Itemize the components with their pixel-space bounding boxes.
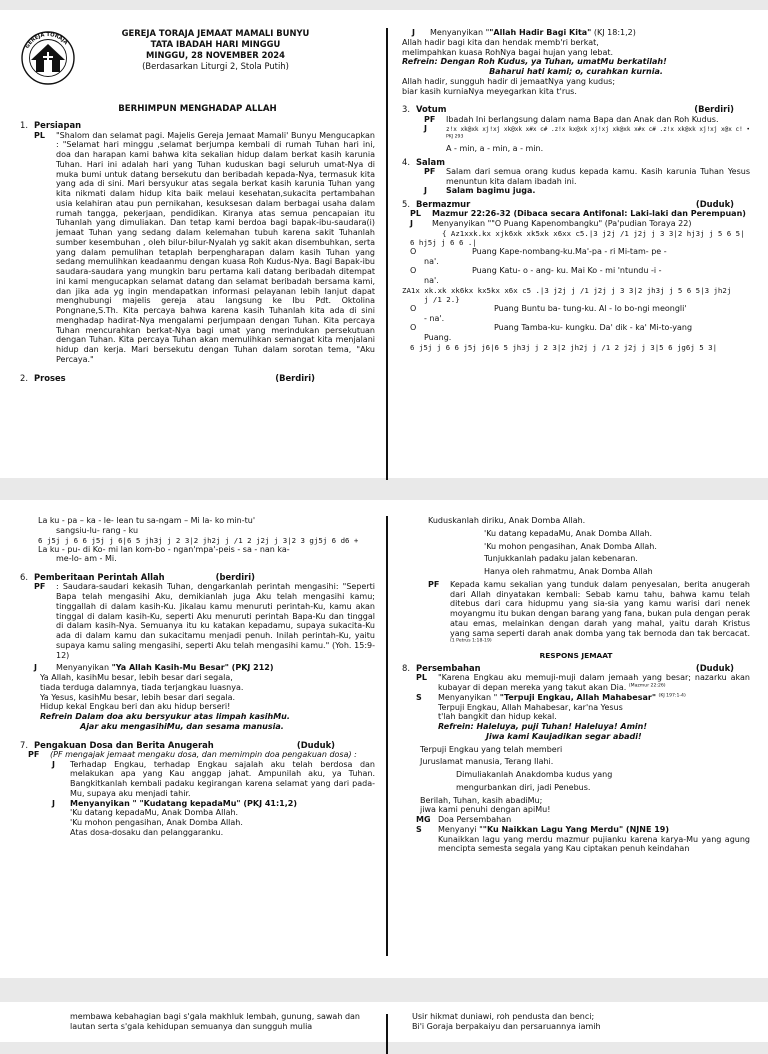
- item-6-heading: [20, 572, 375, 582]
- lyric-line: 'Ku datang kepadaMu, Anak Domba Allah.: [484, 528, 653, 538]
- item-number: 4.: [402, 156, 410, 167]
- lyric-line: Terpuji Engkau, Allah Mahabesar, kar'na Yesus: [438, 702, 623, 712]
- lyric-line: Kuduskanlah diriku, Anak Domba Allah.: [428, 516, 586, 525]
- salam-response: Salam bagimu juga.: [446, 186, 536, 196]
- lyric-line: Bi'i Goraja berpakaiyu dan persaruannya iamih: [412, 1021, 601, 1031]
- item-title: Persembahan: [416, 663, 481, 674]
- item-title: Proses: [34, 372, 66, 383]
- item-4-heading: [402, 157, 750, 167]
- persembahan-pl: [402, 673, 750, 693]
- lyric-line: Dimuliakanlah Anakdomba kudus yang: [456, 770, 613, 780]
- lyric-line: Ya Yesus, kasihMu besar, lebih besar dari segala.: [40, 692, 236, 702]
- service-date: MINGGU, 28 NOVEMBER 2024: [146, 49, 285, 60]
- lyric-line: Puang Katu- o - ang- ku. Mai Ko - mi 'ntundu -i -: [472, 266, 662, 276]
- role-label: PL: [416, 673, 427, 683]
- song-title: "Ku Naikkan Lagu Yang Merdu" (NJNE 19): [482, 824, 669, 834]
- votum-text: Ibadah Ini berlangsung dalam nama Bapa dan Anak dan Roh Kudus.: [446, 114, 719, 124]
- perintah-pf: [20, 582, 375, 660]
- posture-tag: (Duduk): [695, 663, 734, 674]
- posture-tag: (Berdiri): [694, 104, 734, 115]
- role-label: J: [412, 28, 415, 37]
- page-2-right-column: [402, 500, 750, 978]
- item-number: 7.: [20, 739, 28, 750]
- song-title: "Terpuji Engkau, Allah Mahabesar": [499, 692, 656, 702]
- service-title: TATA IBADAH HARI MINGGU: [150, 38, 281, 49]
- page-1: [0, 10, 768, 478]
- lyric-line: membawa kebahagian bagi s'gala makhluk lembah, gunung, sawah dan lautan serta s'gala kehidupan semuanya dan sungguh mulia: [70, 1012, 360, 1031]
- offering-verse: "Karena Engkau aku memuji-muji dalam jemaah yang besar; nazarku akan kubayar di depan mereka yang takut akan Dia.: [438, 673, 750, 693]
- perintah-j: [20, 663, 375, 673]
- posture-tag: (Duduk): [695, 199, 734, 209]
- refrain-line: Refrein: Haleluya, puji Tuhan! Haleluya! Amin!: [438, 722, 647, 732]
- persiapan-block: [20, 131, 375, 365]
- music-notation: z!x xk@xk xj!xj xk@xk x#x c# .z!x kx@xk xj!xj xk@xk x#x c# .z!x xk@xk xj!xj x@x c! •: [446, 126, 750, 134]
- salam-pf: [402, 167, 750, 187]
- item-7-heading: [20, 740, 375, 750]
- church-name: GEREJA TORAJA JEMAAT MAMALI BUNYU: [121, 28, 310, 38]
- bermazmur-pl: [402, 209, 750, 219]
- lyric-line: Juruslamat manusia, Terang Ilahi.: [420, 757, 554, 767]
- persiapan-text: "Shalom dan selamat pagi. Majelis Gereja Jemaat Mamali' Bunyu Mengucapkan : "Selamat hari minggu ,selamat berjumpa kembali di rumah Tuhan hari ini, doa dan harapan kami bahwa kita sekalian hidup dalam berkat kasih karunia Tuhan. Hari ini adalah hari yang Tuhan kuduskan bagi seluruh umat-Nya di muka bumi untuk datang bersekutu dan beribadah kepada-Nya, termasuk kita yang ada di sini. Mari bersyukur atas segala berkat kasih karunia Tuhan yang kita nikmati dalam hidup kita baik melaui kesehatan,sukacita pertambahan usia kelahiran atau pun pernikahan, kesuksesan dalam berbagai usaha dalam rumah tangga, pekerjaan, pendidikan. Kiranya atas semua pencapaian itu Tuhanlah yang dimuliakan. Dan tetap kami berdoa bagi bapak-ibu-saudara(i) jemaat Tuhan yang sedang dalam kelemahan tubuh karena sakit Tuhanlah sumber kesembuhan , oleh bilur-bilur-Nyalah yg sakit akan disembuhkan, serta yang dalam pemulihan tetaplah berpengharapan dalam kasih Tuhan yang sedang memulihkan keadaanmu dengan kuasa Roh Kudus-Nya. Bagi Bapak-ibu saudara-saudara yang mungkin baru pertama kali datang beribadah ditempat ini kami mengucapkan selamat datang dan selamat beribadah bersama kami, dan jika ada yg ingin mendapatkan informasi pelayanan lebih lanjut dapat menghubungi majelis gereja atau langsung ke Ibu Pdt. Oktolina Pongnane,S.Th. Kita percaya bahwa karena kasih Tuhanlah kita ada di sini menghadap hadirat-Nya mengalami perjumpaan dengan Tuhan. Kita percaya Tuhan mencurahkan berkat-Nya bagi umat yang merindukan persekutuan dengan Tuhan. Kita percaya Tuhan akan memulihkan semangat kita menjalani hidup dan kerja. Mari bersekutu dengan Tuhan dalam sorotan tema, "Aku Percaya.": [56, 130, 375, 364]
- role-label: J: [410, 219, 413, 228]
- posture-tag: (berdiri): [215, 572, 255, 583]
- role-label: S: [416, 692, 422, 702]
- lyric-line: Allah hadir, sungguh hadir di jemaatNya yang kudus;: [402, 76, 616, 86]
- lyric-row: O Puang Kape-nombang-ku.Ma'-pa - ri Mi-tam- pe -: [402, 247, 750, 257]
- persembahan-mg: [402, 815, 750, 825]
- role-label: J: [52, 798, 55, 808]
- music-notation: { Az1xxk.kx xjk6xk xk5xk x6xx c5.|3 j2j /1 j2j j 3 3|2 hj3j j 5 6 5|: [442, 228, 745, 238]
- lyric-line: La ku - pu- di Ko- mi lan kom-bo - ngan'mpa'-peis - sa - nan ka-: [38, 544, 290, 554]
- lyric-line: La ku - pa – ka - le- lean tu sa-ngam – Mi la- ko min-tu': [38, 516, 256, 525]
- column-divider: [386, 1014, 388, 1054]
- item-3-heading: [402, 104, 750, 114]
- perintah-text: : Saudara-saudari kekasih Tuhan, dengarkanlah perintah mengasihi: "Seperti Bapa telah mengasihi Aku, demikianlah juga Aku telah mengasihi kamu; tinggallah di dalam kasih-Ku. Jikalau kamu menuruti perintah-Ku, kamu akan tinggal di dalam kasih-Ku, seperti Aku menuruti perintah Bapa-Ku dan tinggal di dalam kasih-Nya. Semuanya itu ku katakan kepadamu, supaya sukacita-Ku ada di dalam kamu dan sukacitamu menjadi penuh. Inilah perintah-Ku, yaitu supaya kamu saling mengasihi, seperti Aku telah mengasihi kamu." (Yoh. 15:9-12): [56, 582, 375, 660]
- salam-j: [402, 186, 750, 196]
- item-number: 1.: [20, 120, 28, 131]
- item-title: Persiapan: [34, 120, 82, 131]
- item-title: Votum: [416, 104, 447, 115]
- bermazmur-j: [402, 219, 750, 229]
- song-ref: (KJ 197:1-4): [658, 693, 686, 699]
- lyric-line: Terpuji Engkau yang telah memberi: [420, 744, 563, 754]
- anugerah-pf: [402, 580, 750, 648]
- role-label: PF: [424, 114, 436, 124]
- page-3: [0, 1002, 768, 1042]
- scripture-ref: (1 Petrus 1:18-19): [450, 638, 492, 644]
- posture-tag: (Berdiri): [275, 372, 315, 383]
- psalm-reading: Mazmur 22:26-32 (Dibaca secara Antifonal: Laki-laki dan Perempuan): [432, 209, 746, 219]
- svg-text:GEREJA TORAJA: GEREJA TORAJA: [24, 31, 69, 50]
- role-label: PF: [28, 749, 40, 759]
- pengakuan-j2: [20, 799, 375, 809]
- lyric-row: O Puang Katu- o - ang- ku. Mai Ko - mi 'ntundu -i -: [402, 266, 750, 276]
- header-text: [76, 28, 375, 72]
- item-title: Salam: [416, 156, 445, 167]
- salam-text: Salam dari semua orang kudus kepada kamu. Kasih karunia Tuhan Yesus menuntun kita dalam ibadah ini.: [446, 166, 750, 186]
- role-label: PF: [34, 582, 46, 592]
- page-2: [0, 500, 768, 978]
- prayer-label: Doa Persembahan: [438, 815, 512, 825]
- music-notation: j /1 2.}: [424, 294, 460, 304]
- lyric-line: Allah hadir bagi kita dan hendak memb'ri berkat,: [402, 37, 599, 47]
- bulletin-header: [20, 28, 375, 98]
- lyric-row: O Puang Buntu ba- tung-ku. Al - lo bo-ngi meongli': [402, 304, 750, 314]
- music-notation: 6 hj5j j 6 6 .|: [410, 237, 477, 247]
- assurance-text: Kepada kamu sekalian yang tunduk dalam penyesalan, berita anugerah dari Allah dinyatakan kembali: Sebab kamu tahu, bahwa kamu telah ditebus dari cara hidupmu yang sia-sia yang kamu warisi dari nenek moyangmu itu bukan dengan barang yang fana, bukan pula dengan perak atau emas, melainkan dengan darah yang mahal, yaitu darah Kristus yang sama seperti darah anak domba yang tak bernoda dan tak bercacat.: [450, 579, 750, 638]
- lyric-line: mengurbankan diri, jadi Penebus.: [456, 782, 591, 792]
- role-label: J: [52, 759, 55, 769]
- persembahan-s: [402, 693, 750, 703]
- role-label: J: [424, 124, 427, 134]
- scripture-ref: (Mazmur 22:26): [628, 683, 666, 689]
- page-2-left-column: [20, 500, 375, 978]
- item-1-heading: [20, 120, 375, 130]
- song-prefix: Menyanyikan ": [438, 692, 500, 702]
- role-label: J: [34, 663, 37, 673]
- amen-lyric: A - min, a - min, a - min.: [446, 143, 544, 153]
- item-number: 8.: [402, 663, 410, 674]
- item-2-heading: [20, 373, 375, 383]
- song-title: Menyanyikan " "Kudatang kepadaMu" (PKJ 41:1,2): [70, 798, 298, 808]
- lyric-line: 'Ku datang kepadaMu, Anak Domba Allah.: [70, 808, 239, 818]
- lyric-line: Berilah, Tuhan, kasih abadiMu;: [420, 795, 543, 805]
- confession-text: Terhadap Engkau, terhadap Engkau sajalah aku telah berdosa dan melakukan apa yang Kau anggap jahat. Ampunilah aku, ya Tuhan. Bangkitkanlah kembali padaku kegirangan karena selamat yang dari pada-Mu, supaya aku menjadi tahir.: [70, 759, 375, 798]
- lyric-line: Ya Allah, kasihMu besar, lebih besar dari segala,: [40, 673, 233, 683]
- votum-j: [402, 124, 750, 144]
- lyric-line: 'Ku mohon pengasihan, Anak Domba Allah.: [484, 541, 657, 551]
- page-3-left-column: [20, 1002, 375, 1042]
- item-8-heading: [402, 663, 750, 673]
- song-prefix: Menyanyikan: [56, 663, 112, 673]
- refrain-line: Baharui hati kami; o, curahkan kurnia.: [489, 67, 663, 76]
- refrain-line: Ajar aku mengasihiMu, dan sesama manusia.: [80, 721, 284, 731]
- item-number: 3.: [402, 104, 410, 115]
- respons-heading: RESPONS JEMAAT: [539, 651, 613, 660]
- item-number: 2.: [20, 372, 28, 383]
- lyric-line: tiada terduga dalamnya, tiada terjangkau luasnya.: [40, 682, 244, 692]
- page-1-right-column: [402, 10, 750, 478]
- lyric-line: Hanya oleh rahmatmu, Anak Domba Allah: [484, 567, 653, 576]
- role-label: PL: [410, 209, 421, 219]
- item-number: 5.: [402, 199, 410, 209]
- music-notation: ZA1x xk.xk xk6kx kx5kx x6x c5 .|3 j2j j /1 j2j j 3 3|2 jh3j j 5 6 5|3 jh2j: [402, 285, 732, 295]
- persembahan-s2: [402, 825, 750, 835]
- lyric-line: Puang.: [424, 333, 452, 343]
- liturgy-note: (Berdasarkan Liturgi 2, Stola Putih): [142, 60, 289, 71]
- lyric-line: biar kasih kurniaNya meyegarkan kita t'rus.: [402, 86, 577, 96]
- pengakuan-pf: [20, 750, 375, 760]
- song-prefix: Menyanyi ": [438, 824, 483, 834]
- role-label: PL: [34, 130, 45, 140]
- lyric-line: Puang Kape-nombang-ku.Ma'-pa - ri Mi-tam- pe -: [472, 246, 667, 256]
- lyric-line: Usir hikmat duniawi, roh pendusta dan benci;: [412, 1012, 595, 1021]
- hymn-ref: (KJ 18:1,2): [593, 28, 636, 37]
- item-5-heading: [402, 199, 750, 209]
- lyric-line: jiwa kami penuhi dengan apiMu!: [420, 805, 551, 815]
- lyric-line: me-lo- am - Mi.: [56, 554, 117, 564]
- lyric-line: na'.: [424, 276, 439, 286]
- hymn-title: "Allah Hadir Bagi Kita": [489, 28, 592, 37]
- posture-tag: (Duduk): [296, 739, 335, 750]
- role-label: PF: [424, 166, 436, 176]
- music-notation: 6 j5j j 6 6 j5j j6|6 5 jh3j j 2 3|2 jh2j j /1 2 j2j j 3|5 6 jg6j 5 3|: [410, 342, 718, 352]
- role-label: J: [424, 186, 427, 196]
- lyric-line: Hidup kekal Engkau beri dan aku hidup berseri!: [40, 702, 231, 712]
- hymn-prefix: Menyanyikan ": [430, 28, 490, 37]
- hymn-1-line: [402, 28, 750, 38]
- role-label: MG: [416, 815, 431, 825]
- lyric-line: na'.: [424, 256, 439, 266]
- lyric-line: sangsiu-lu- rang - ku: [56, 525, 139, 535]
- lyric-row: O Puang Tamba-ku- kungku. Da' dik - ka' Mi-to-yang: [402, 323, 750, 333]
- pengakuan-instruction: (PF mengajak jemaat mengaku dosa, dan memimpin doa pengakuan dosa) :: [50, 749, 357, 759]
- lyric-line: Kunaikkan lagu yang merdu mazmur pujianku karena karya-Mu yang agung mencipta semesta segala yang Kau ciptakan penuh keindahan: [438, 834, 750, 854]
- page-3-right-column: [402, 1002, 750, 1042]
- role-label: PF: [428, 579, 440, 589]
- song-title: "Ya Allah Kasih-Mu Besar" (PKJ 212): [111, 663, 274, 673]
- lyric-line: Atas dosa-dosaku dan pelanggaranku.: [70, 827, 224, 837]
- lyric-line: Puang Buntu ba- tung-ku. Al - lo bo-ngi meongli': [494, 303, 687, 313]
- role-label: S: [416, 824, 422, 834]
- lyric-line: 'Ku mohon pengasihan, Anak Domba Allah.: [70, 818, 243, 828]
- item-number: 6.: [20, 572, 28, 583]
- lyric-line: t'lah bangkit dan hidup kekal.: [438, 712, 557, 722]
- item-title: Pengakuan Dosa dan Berita Anugerah: [34, 739, 214, 750]
- refrain-line: Jiwa kami Kaujadikan segar abadi!: [486, 731, 642, 741]
- page-1-left-column: [20, 10, 375, 478]
- psalm-song: Menyanyikan ""O Puang Kapenombangku" (Pa'pudian Toraya 22): [432, 219, 692, 228]
- refrain-line: Refrein Dalam doa aku bersyukur atas limpah kasihMu.: [40, 712, 290, 722]
- music-notation: 6 j5j j 6 6 j5j j 6|6 5 jh3j j 2 3|2 jh2j j /1 2 j2j j 3|2 3 gj5j 6 d6 +: [38, 535, 359, 545]
- lyric-line: Tunjukkanlah padaku jalan kebenaran.: [484, 554, 638, 564]
- lyric-line: melimpahkan kuasa RohNya bagai hujan yang lebat.: [402, 47, 614, 57]
- votum-pf: [402, 115, 750, 125]
- item-title: Pemberitaan Perintah Allah: [34, 572, 165, 583]
- church-seal-logo: [20, 30, 76, 86]
- item-title: Bermazmur: [416, 199, 471, 209]
- pengakuan-j: [20, 760, 375, 799]
- lyric-line: - na'.: [424, 313, 445, 323]
- section-title: BERHIMPUN MENGHADAP ALLAH: [118, 104, 277, 114]
- notation-ref: PKJ 293: [446, 134, 464, 140]
- refrain-line: Refrein: Dengan Roh Kudus, ya Tuhan, umatMu berkatilah!: [402, 57, 667, 67]
- column-divider: [386, 28, 388, 480]
- lyric-line: Puang Tamba-ku- kungku. Da' dik - ka' Mi-to-yang: [494, 323, 693, 333]
- column-divider: [386, 516, 388, 956]
